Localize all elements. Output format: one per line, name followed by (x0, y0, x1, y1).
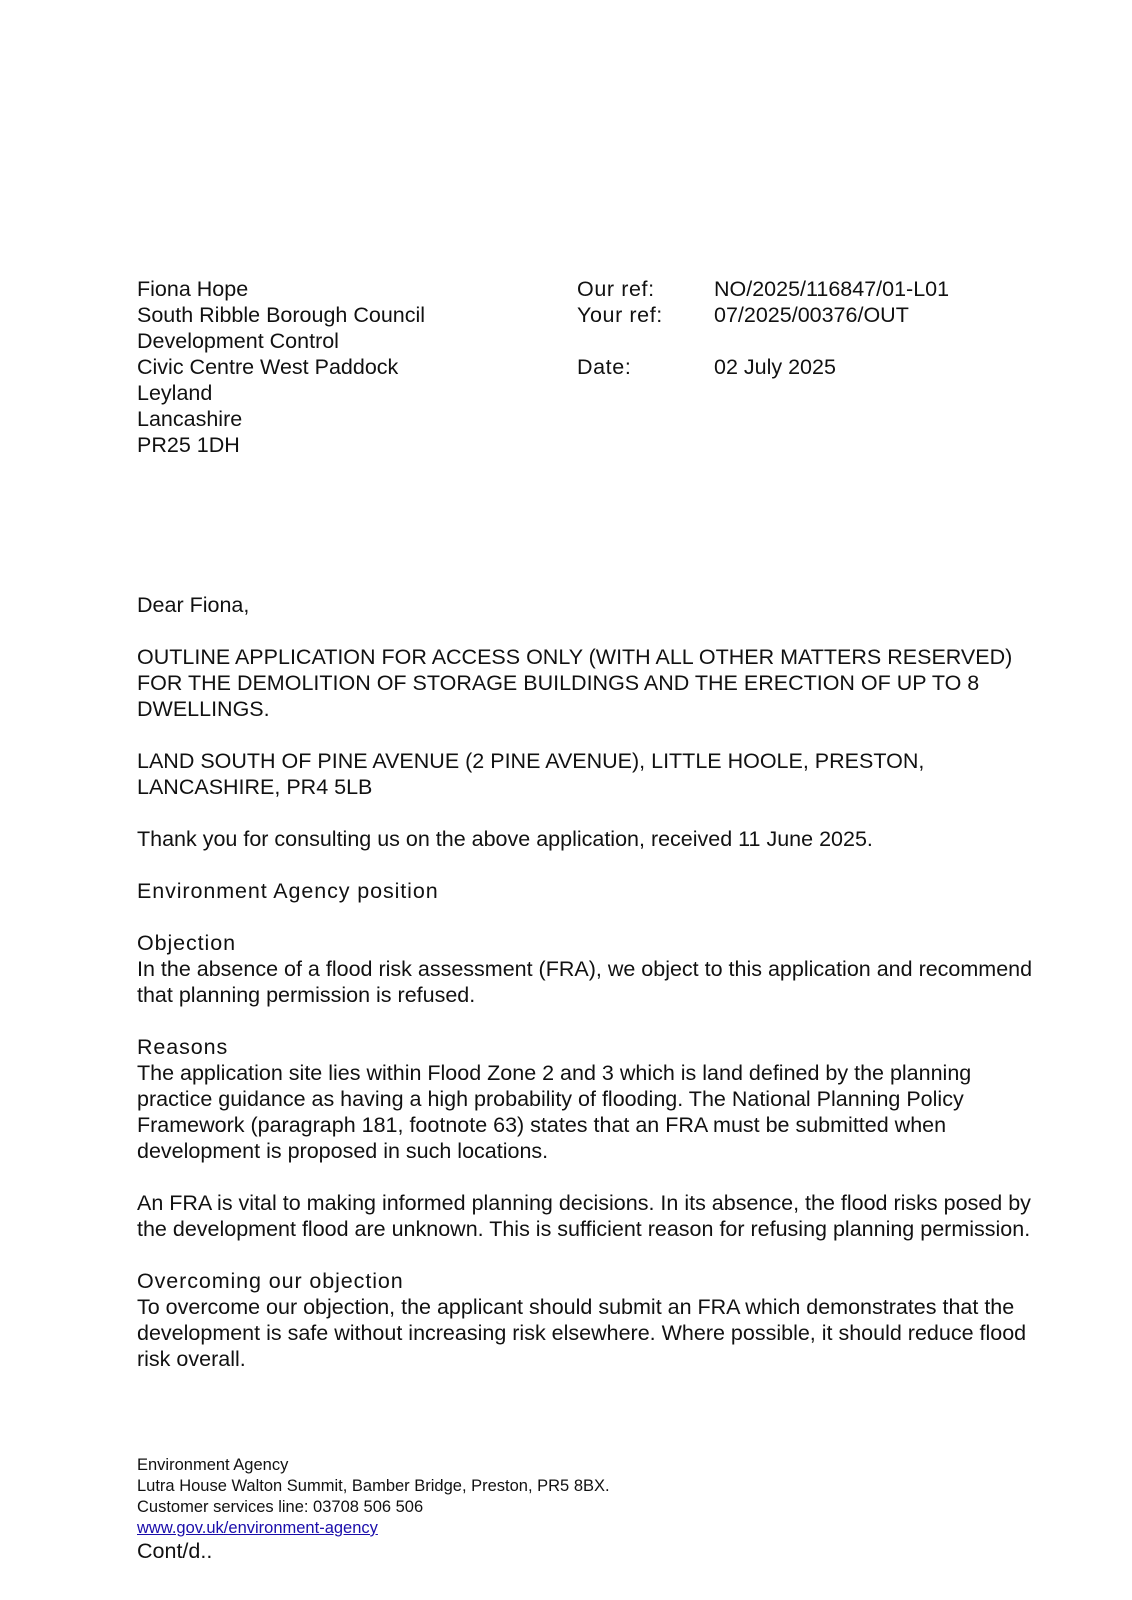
your-ref-row (577, 302, 949, 328)
our-ref-value: NO/2025/116847/01-L01 (714, 277, 950, 301)
overcoming-paragraph: To overcome our objection, the applicant should submit an FRA which demonstrates that the development is safe without increasing risk elsewhere. Where possible, it should reduce flood risk overall. (137, 1295, 1027, 1371)
recipient-name: Fiona Hope (137, 277, 249, 301)
footer-address: Lutra House Walton Summit, Bamber Bridge, Preston, PR5 8BX. (137, 1477, 610, 1495)
subject-heading: OUTLINE APPLICATION FOR ACCESS ONLY (WITH ALL OTHER MATTERS RESERVED) FOR THE DEMOLITION OF STORAGE BUILDINGS AND THE ERECTION OF UP TO 8 DWELLINGS. (137, 645, 1013, 721)
objection-paragraph: In the absence of a flood risk assessment (FRA), we object to this application and recommend that planning permission is refused. (137, 957, 1033, 1007)
date-label: Date: (577, 355, 632, 379)
site-address: LAND SOUTH OF PINE AVENUE (2 PINE AVENUE), LITTLE HOOLE, PRESTON, LANCASHIRE, PR4 5LB (137, 749, 925, 799)
your-ref-label: Your ref: (577, 303, 663, 327)
recipient-town: Leyland (137, 381, 213, 405)
footer-website-link[interactable]: www.gov.uk/environment-agency (137, 1519, 378, 1537)
intro-paragraph: Thank you for consulting us on the above application, received 11 June 2025. (137, 827, 873, 851)
reference-block (577, 276, 949, 380)
recipient-org: South Ribble Borough Council (137, 303, 426, 327)
position-heading: Environment Agency position (137, 879, 439, 903)
date-row (577, 354, 949, 380)
reasons-paragraph-2: An FRA is vital to making informed planning decisions. In its absence, the flood risks posed by the development flood are unknown. This is sufficient reason for refusing planning permission. (137, 1191, 1031, 1241)
your-ref-value: 07/2025/00376/OUT (714, 303, 909, 327)
recipient-dept: Development Control (137, 329, 339, 353)
footer (137, 1455, 610, 1539)
salutation: Dear Fiona, (137, 593, 250, 617)
overcoming-heading: Overcoming our objection (137, 1269, 404, 1293)
recipient-street: Civic Centre West Paddock (137, 355, 399, 379)
letter-body (137, 592, 1037, 1398)
reasons-heading: Reasons (137, 1035, 229, 1059)
footer-phone: Customer services line: 03708 506 506 (137, 1498, 424, 1516)
our-ref-label: Our ref: (577, 277, 655, 301)
date-value: 02 July 2025 (714, 355, 836, 379)
reasons-paragraph-1: The application site lies within Flood Zone 2 and 3 which is land defined by the planning practice guidance as having a high probability of flooding. The National Planning Policy Framework (paragraph 181, footnote 63) states that an FRA must be submitted when development is proposed in such locations. (137, 1061, 972, 1163)
recipient-address (137, 276, 425, 458)
recipient-county: Lancashire (137, 407, 243, 431)
continued-marker: Cont/d.. (137, 1539, 213, 1563)
footer-org: Environment Agency (137, 1456, 289, 1474)
objection-heading: Objection (137, 931, 236, 955)
our-ref-row (577, 276, 949, 302)
recipient-postcode: PR25 1DH (137, 433, 240, 457)
